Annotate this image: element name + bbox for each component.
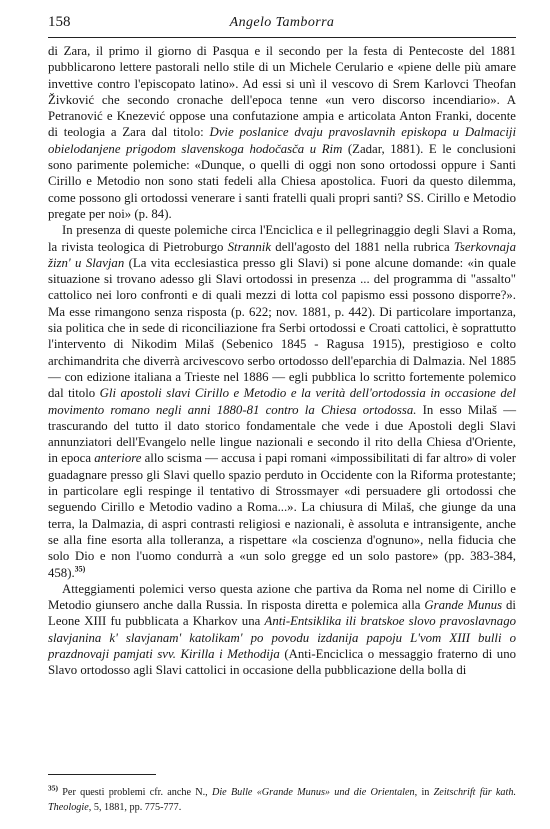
- italic-text: anteriore: [94, 451, 142, 466]
- paragraph: [48, 581, 516, 679]
- page-number: 158: [48, 14, 71, 30]
- italic-text: Gli apostoli slavi Cirillo e Metodio e la verità dell'ortodossia in occasione del movimento romano negli anni 1880-81 contro la Chiesa ortodossa.: [48, 386, 516, 417]
- italic-text: Anti-Entsiklika ili bratskoe slovo pravoslavnago slavjanina k' slavjanam' katolikam' po povodu izdanija papoju L'vom XIII bulli o prazdnovaji pamjati svv. Kirilla i Methodija: [48, 614, 516, 661]
- header-rule: [48, 37, 516, 38]
- text-span: (La vita ecclesiastica presso gli Slavi) si pone alcune domande: «in quale situazione si trovano adesso gli Slavi ortodossi in presenza ... del programma di "assalto" cattolico nei loro confronti e di quali mezzi di lotta col papismo essi possono disporre?». Ma esse rimangono senza risposta (p. 622; nov. 1881, p. 442). Di particolare importanza, sia politica che in sede di riconciliazione fra Serbi ortodossi e Croati cattolici, è soprattutto l'intervento di Nikodim Milaš (Sebenico 1845 - Ragusa 1915), prestigioso e colto archimandrita che diverrà arcivescovo serbo ortodosso dell'eparchia di Dalmazia. Nel 1885 — con edizione italiana a Trieste nel 1886 — egli pubblica lo scritto fortemente polemico dal titolo: [48, 255, 516, 401]
- text-span: allo scisma — accusa i papi romani «impossibilitati di far altro» di voler guadagnare presso gli Slavi quello spazio perduto in Occidente con la Riforma protestante; in particolare egli respinge il tentativo di Strossmayer «di persuadere gli ortodossi che seguendo Cirillo e Metodio vadino a Roma...». La chiusura di Milaš, che giunge da una terra, la Dalmazia, di aspri contrasti religiosi e nazionali, è assoluta e intransigente, anche se alla fine esorta alla tolleranza, a rispettare «la coscienza d'ognuno», nella fiducia che solo Dio e non l'uomo condurrà a «un solo gregge ed un solo pastore» (pp. 383-384, 458).: [48, 451, 516, 580]
- text-span: di Zara, il primo il giorno di Pasqua e il secondo per la festa di Pentecoste del 1881 pubblicarono lettere pastorali nello stile di un Michele Cerulario e «piene delle più amare invettive contro l'episcopato latino». Ad essi si unì il vescovo di Srem Karlovci Theofan Živković che secondo cronache dell'epoca tenne «un vero discorso incendiario». A Petranović e Knezević oppose una confutazione ampia e articolata Anton Franki, docente di teologia a Zara dal titolo:: [48, 44, 516, 140]
- italic-text: Grande Munus: [424, 598, 503, 613]
- text-span: di Leone XIII fu pubblicata a Kharkov una: [48, 598, 516, 629]
- book-page: [48, 14, 517, 813]
- footnote-reference: 35): [74, 564, 86, 574]
- italic-text: Strannik: [227, 239, 272, 254]
- text-span: Atteggiamenti polemici verso questa azione che partiva da Roma nel nome di Cirillo e Metodio giunsero anche dalla Russia. In risposta diretta e polemica alla: [48, 581, 516, 613]
- text-span: In esso Milaš — trascurando del tutto il dato storico fondamentale che vede i due Apostoli degli Slavi annunziatori dell'Evangelo nelle lingue nazionali e secondo il rito della Chiesa d'Oriente, in epoca: [48, 402, 516, 466]
- body-text: [48, 43, 516, 679]
- footnote: [48, 785, 516, 815]
- italic-text: Dvie poslanice dvaju pravoslavnih episkopa u Dalmaciji obielodanjene prigodom slavenskoga hodočasča u Rim: [48, 125, 517, 156]
- running-title: Angelo Tamborra: [229, 15, 335, 30]
- footnote-text: , 5, 1881, pp. 775-777.: [88, 802, 182, 813]
- text-span: (Zadar, 1881). E le conclusioni sono parimente polemiche: «Dunque, o quelli di oggi non sono ortodossi oppure i Santi Cirillo e Metodio non sono stati fedeli alla Chiesa apostolica. Fuori da questo dilemma, come possono gli ortodossi venerare i santi fratelli quali propri santi? SS. Cirillo e Metodio pregate per noi» (p. 84).: [48, 141, 516, 221]
- footnote-number: 35): [48, 783, 58, 793]
- footnote-italic-text: Zeitschrift für kath. Theologie: [48, 787, 516, 813]
- footnote-italic-text: Die Bulle «Grande Munus» und die Orientalen: [211, 787, 415, 798]
- footnote-text: , in: [414, 787, 434, 798]
- paragraph: [48, 43, 516, 222]
- footnote-separator: [48, 774, 156, 775]
- italic-text: Tserkovnaja žizn' u Slavjan: [48, 239, 516, 270]
- paragraph: [48, 222, 516, 581]
- running-head: [48, 14, 516, 36]
- text-span: dell'agosto del 1881 nella rubrica: [271, 239, 454, 254]
- footnote-text: Per questi problemi cfr. anche N.,: [62, 787, 212, 798]
- text-span: In presenza di queste polemiche circa l'Enciclica e il pellegrinaggio degli Slavi a Roma, la rivista teologica di Pietroburgo: [48, 223, 516, 254]
- text-span: (Anti-Enciclica o messaggio fraterno di uno Slavo ortodosso agli Slavi cattolici in occasione della pubblicazione della bolla di: [48, 646, 517, 678]
